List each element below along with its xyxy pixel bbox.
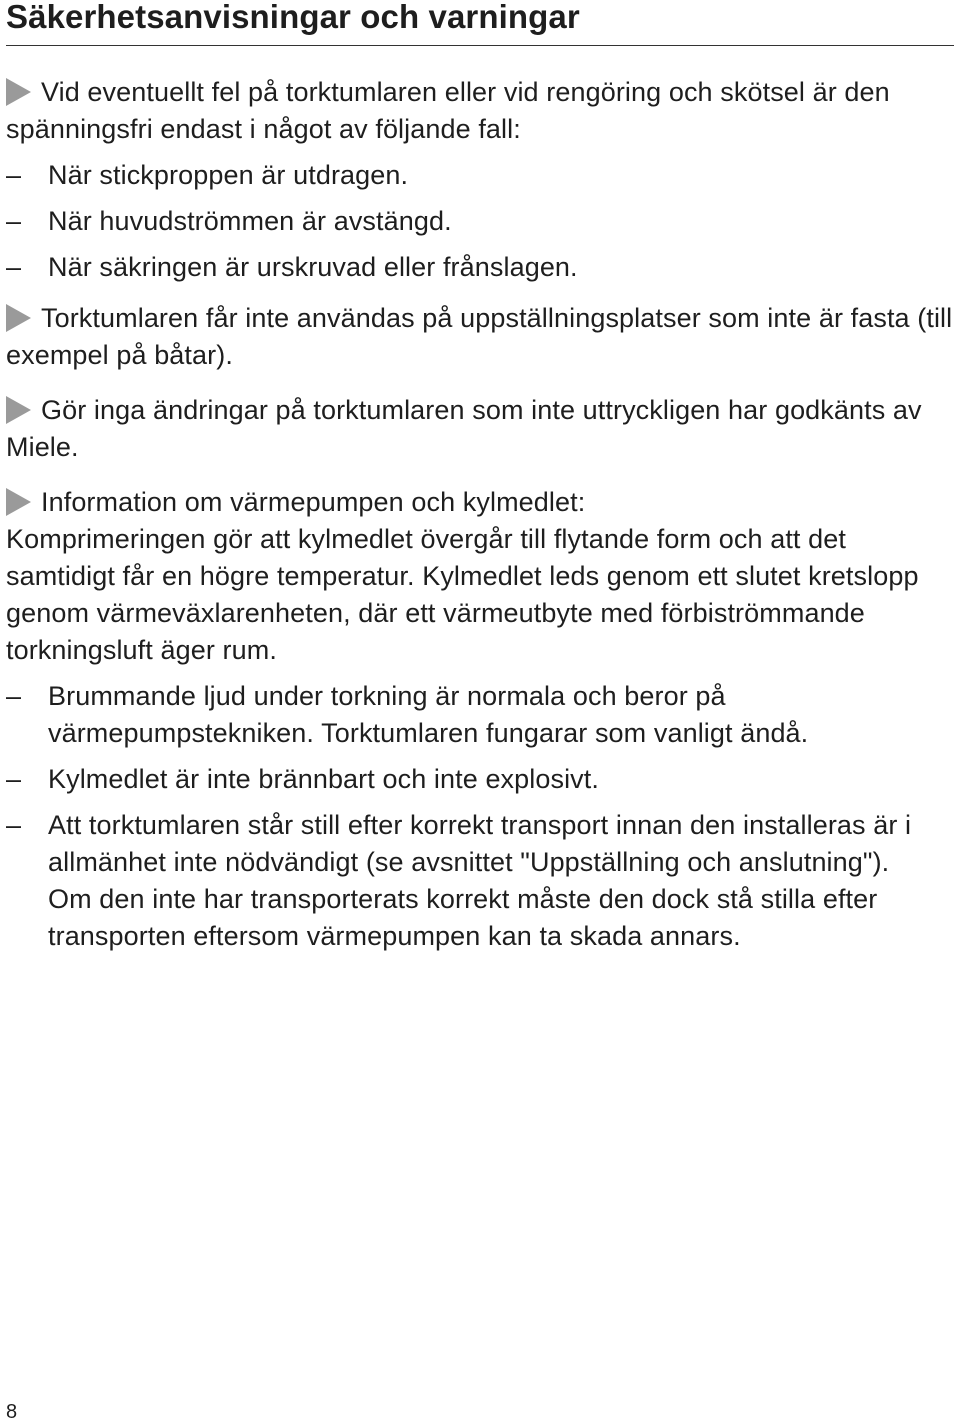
- triangle-right-icon: [6, 488, 31, 516]
- list-item-text: När stickproppen är utdragen.: [48, 160, 409, 190]
- list-item: [6, 678, 954, 752]
- list-item-text: Att torktumlaren står still efter korrekt transport innan den installeras är i allmänhet inte nödvändigt (se avsnittet "Uppställning och anslutning").: [48, 810, 912, 877]
- list-item: [6, 761, 954, 798]
- dash-bullet: –: [6, 160, 22, 190]
- list-item-followup: Om den inte har transporterats korrekt måste den dock stå stilla efter transporten eftersom värmepumpen kan ta skada annars.: [48, 884, 878, 951]
- list-item: [6, 249, 954, 286]
- list-item: [6, 807, 954, 955]
- warning-paragraph-modifications: [6, 392, 954, 466]
- warning-paragraph-heat-pump: [6, 484, 954, 521]
- list-item-text: När säkringen är urskruvad eller frånslagen.: [48, 252, 578, 282]
- list-item-text: När huvudströmmen är avstängd.: [48, 206, 452, 236]
- triangle-right-icon: [6, 78, 31, 106]
- dash-bullet: –: [6, 764, 22, 794]
- list-item: [6, 203, 954, 240]
- page-number: 8: [6, 1401, 18, 1423]
- warning-text: Gör inga ändringar på torktumlaren som inte uttryckligen har godkänts av Miele.: [6, 395, 922, 462]
- dash-bullet: –: [6, 810, 22, 840]
- document-body: [6, 74, 954, 955]
- warning-paragraph-installation: [6, 300, 954, 374]
- warning-text: Torktumlaren får inte användas på uppställningsplatser som inte är fasta (till exempel på båtar).: [6, 303, 953, 370]
- dash-bullet: –: [6, 206, 22, 236]
- dash-bullet: –: [6, 252, 22, 282]
- warning-paragraph-power: [6, 74, 954, 148]
- warning-heading: Information om värmepumpen och kylmedlet:: [41, 487, 586, 517]
- list-item-text: Brummande ljud under torkning är normala och beror på värmepumpstekniken. Torktumlaren fungarar som vanligt ändå.: [48, 681, 809, 748]
- list-item-text: Kylmedlet är inte brännbart och inte explosivt.: [48, 764, 599, 794]
- heat-pump-description: Komprimeringen gör att kylmedlet övergår till flytande form och att det samtidigt får en högre temperatur. Kylmedlet leds genom ett slutet kretslopp genom värmeväxlarenheten, där ett värmeutbyte med förbiströmmande torkningsluft äger rum.: [6, 524, 919, 665]
- triangle-right-icon: [6, 304, 31, 332]
- page-title: Säkerhetsanvisningar och varningar: [6, 0, 580, 35]
- list-item: [6, 157, 954, 194]
- dash-bullet: –: [6, 681, 22, 711]
- title-divider: [6, 45, 954, 46]
- warning-text: Vid eventuellt fel på torktumlaren eller vid rengöring och skötsel är den spänningsfri endast i något av följande fall:: [6, 77, 890, 144]
- triangle-right-icon: [6, 396, 31, 424]
